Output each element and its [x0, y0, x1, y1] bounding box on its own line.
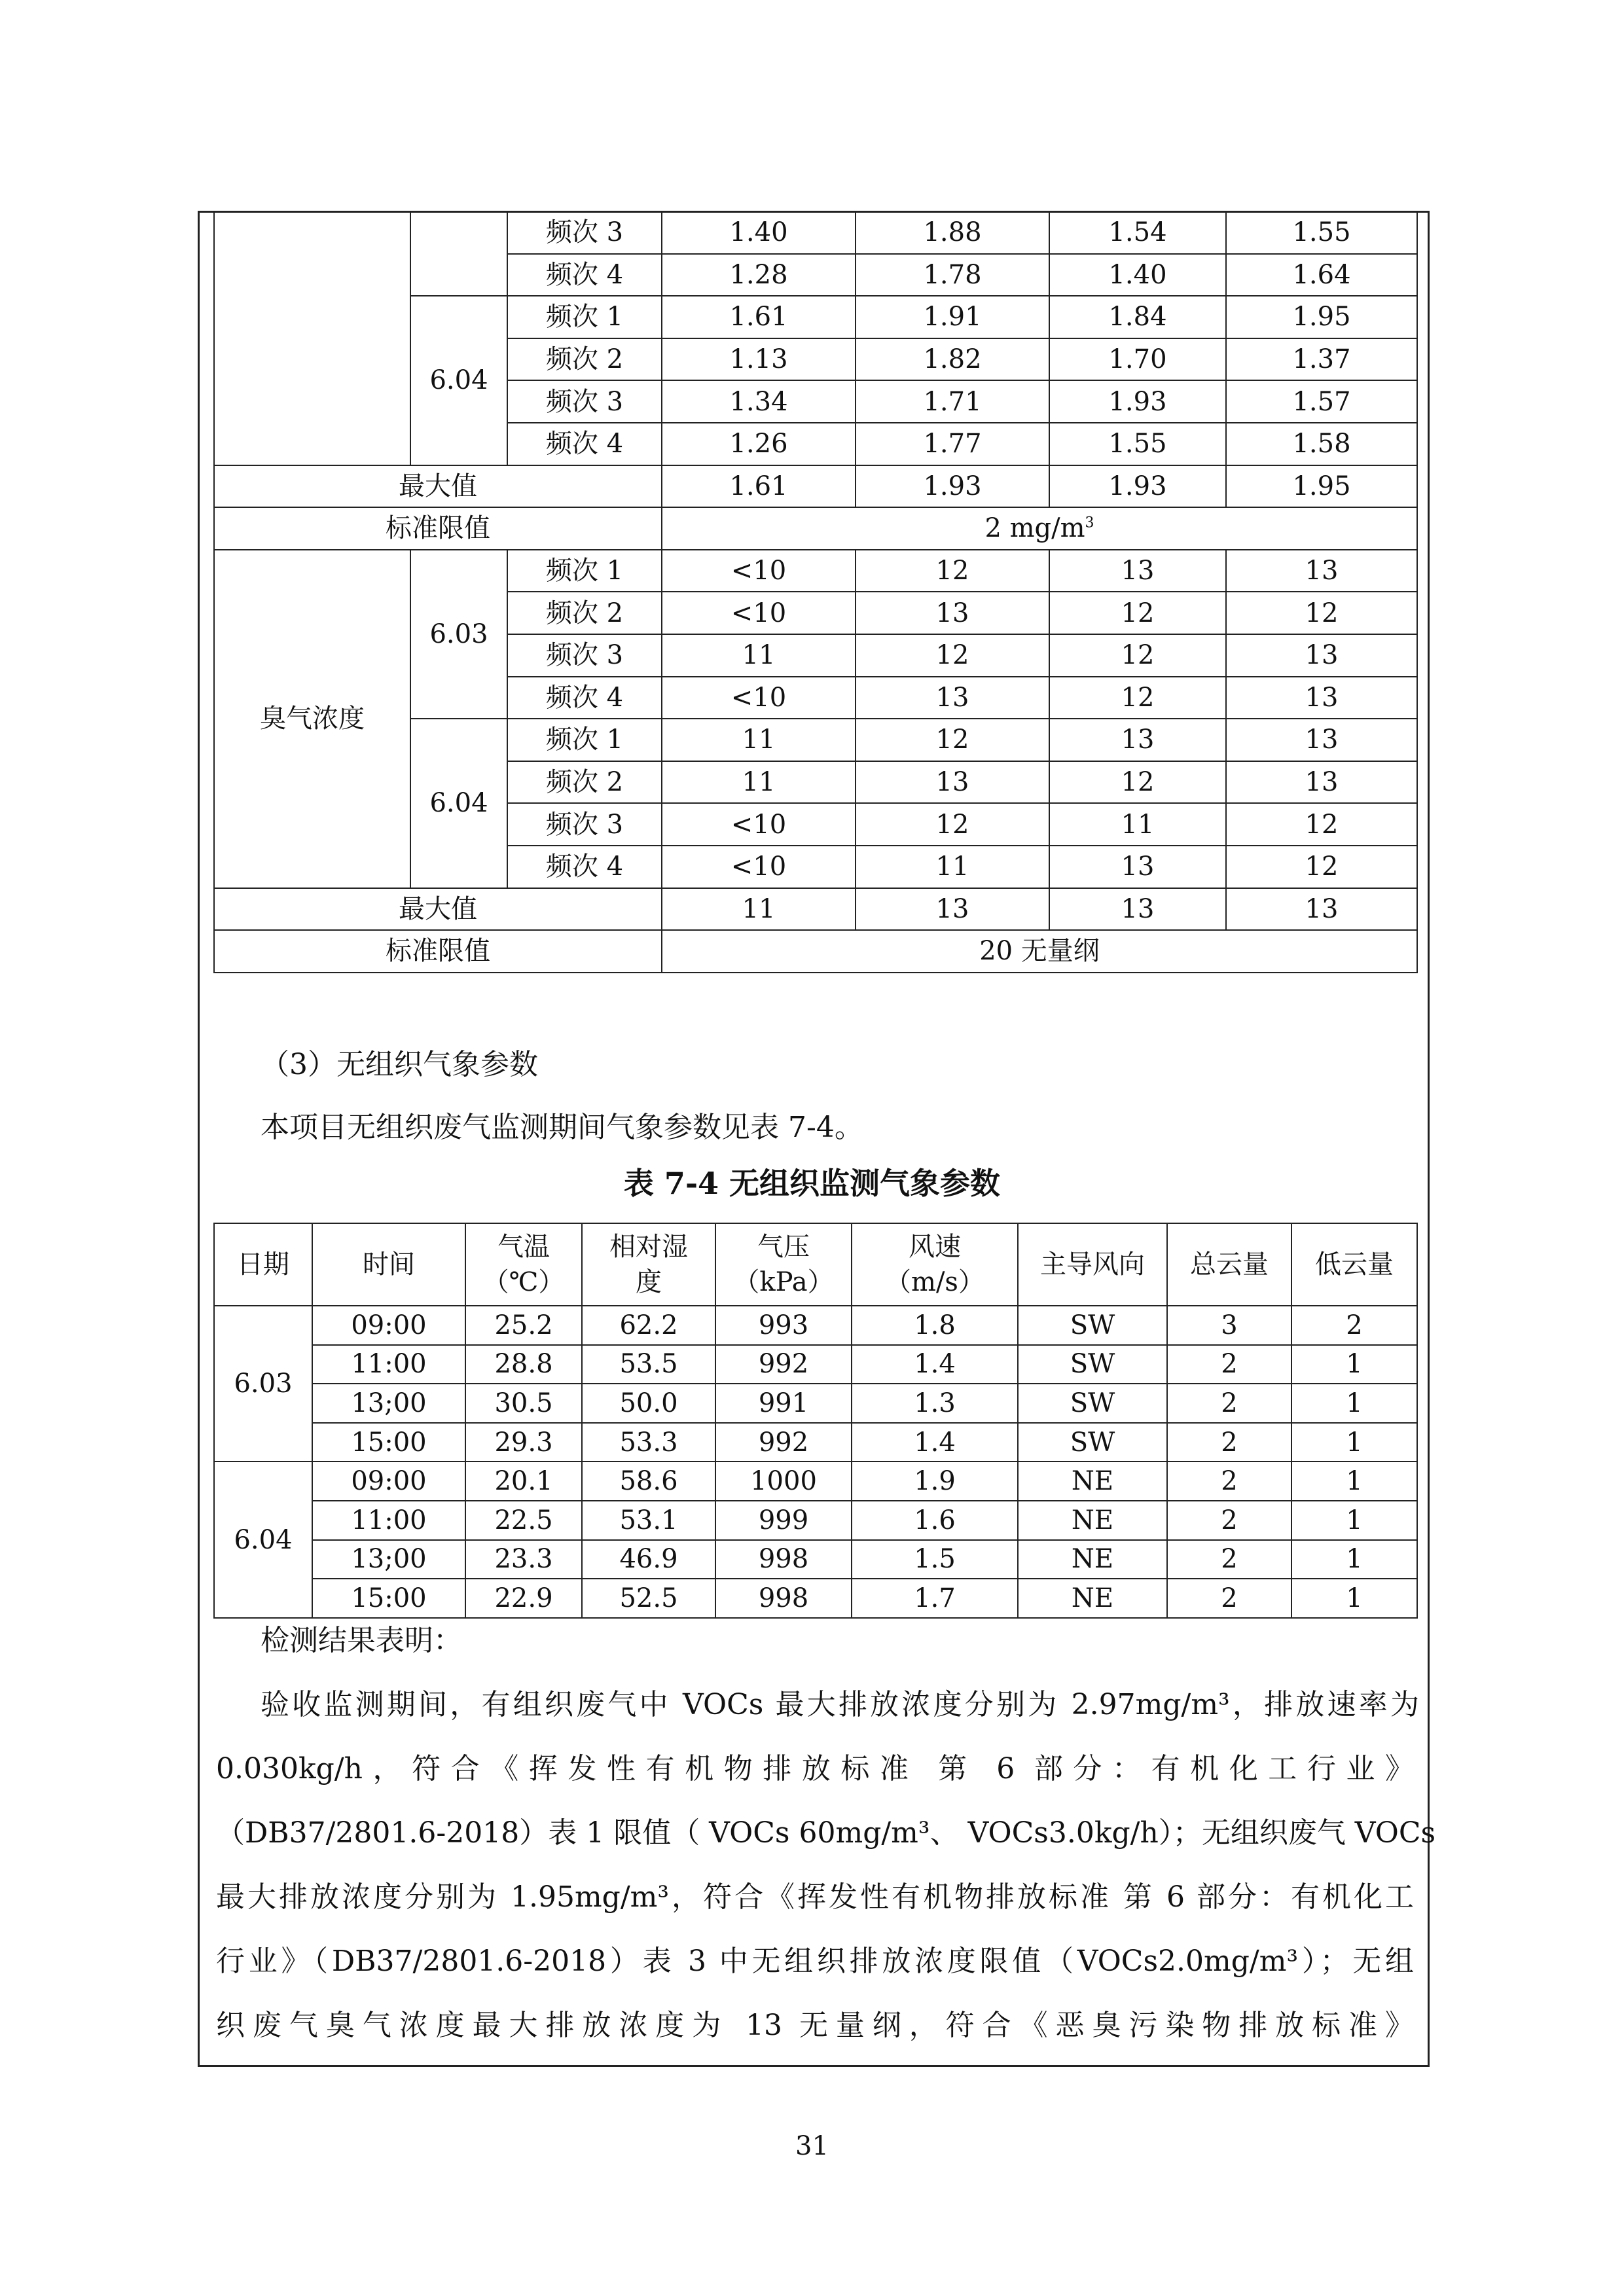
value-cell: 992 [715, 1345, 852, 1384]
frequency-cell: 频次 4 [507, 423, 662, 465]
value-cell: 12 [856, 634, 1049, 677]
table-row [214, 1462, 1417, 1501]
value-cell: 29.3 [465, 1423, 582, 1462]
value-cell: 13 [1226, 719, 1417, 761]
value-cell: NE [1018, 1501, 1167, 1540]
value-cell: 46.9 [582, 1540, 715, 1579]
conclusion-line-6: 织废气臭气浓度最大排放浓度为 13 无量纲，符合《恶臭污染物排放标准》 [216, 2009, 1414, 2042]
emission-results-table [213, 211, 1418, 973]
value-cell: 998 [715, 1540, 852, 1579]
value-cell: 1.13 [662, 338, 856, 381]
value-cell: 28.8 [465, 1345, 582, 1384]
value-cell: 1.95 [1226, 296, 1417, 338]
value-cell: 15:00 [312, 1579, 465, 1618]
value-cell: 53.1 [582, 1501, 715, 1540]
value-cell: 1 [1291, 1501, 1417, 1540]
value-cell: 1.9 [852, 1462, 1018, 1501]
value-cell: 1000 [715, 1462, 852, 1501]
value-cell: 13 [1226, 634, 1417, 677]
value-cell: 12 [1049, 592, 1226, 634]
value-cell: 22.9 [465, 1579, 582, 1618]
max-label: 最大值 [214, 465, 662, 508]
value-cell: 1.7 [852, 1579, 1018, 1618]
value-cell: 52.5 [582, 1579, 715, 1618]
pollutant-cell [214, 211, 410, 465]
max-value: 1.61 [662, 465, 856, 508]
value-cell: 1.78 [856, 254, 1049, 296]
value-cell: 2 [1291, 1306, 1417, 1345]
value-cell: 11 [856, 846, 1049, 888]
frequency-cell: 频次 2 [507, 761, 662, 804]
limit-label: 标准限值 [214, 930, 662, 973]
value-cell: 1.40 [1049, 254, 1226, 296]
value-cell: 1.77 [856, 423, 1049, 465]
value-cell: 12 [1049, 634, 1226, 677]
value-cell: 11:00 [312, 1345, 465, 1384]
value-cell: 1 [1291, 1345, 1417, 1384]
table-row [214, 550, 1417, 592]
value-cell: 50.0 [582, 1384, 715, 1423]
value-cell: 1.54 [1049, 211, 1226, 254]
value-cell: 999 [715, 1501, 852, 1540]
value-cell: 1.88 [856, 211, 1049, 254]
value-cell: 12 [856, 719, 1049, 761]
value-cell: <10 [662, 677, 856, 719]
value-cell: 15:00 [312, 1423, 465, 1462]
value-cell: 1.70 [1049, 338, 1226, 381]
header-cell: 气压 （kPa） [715, 1223, 852, 1306]
value-cell: 13 [856, 677, 1049, 719]
max-value: 13 [856, 888, 1049, 931]
value-cell: 2 [1167, 1579, 1291, 1618]
value-cell: 13 [1226, 761, 1417, 804]
table-row [214, 1345, 1417, 1384]
limit-value-text: 2 mg/m [984, 513, 1085, 544]
value-cell: NE [1018, 1540, 1167, 1579]
table-row [214, 1579, 1417, 1618]
value-cell: 1.4 [852, 1423, 1018, 1462]
value-cell: 1.28 [662, 254, 856, 296]
value-cell: 23.3 [465, 1540, 582, 1579]
frequency-cell: 频次 2 [507, 338, 662, 381]
value-cell: 2 [1167, 1345, 1291, 1384]
table-row [214, 1423, 1417, 1462]
value-cell: 62.2 [582, 1306, 715, 1345]
value-cell: 13 [856, 592, 1049, 634]
frequency-cell: 频次 1 [507, 296, 662, 338]
value-cell: 13 [856, 761, 1049, 804]
table-row [214, 1501, 1417, 1540]
value-cell: <10 [662, 550, 856, 592]
odor-label: 臭气浓度 [214, 550, 410, 888]
value-cell: 13 [1226, 550, 1417, 592]
value-cell: 11 [662, 761, 856, 804]
value-cell: 1.82 [856, 338, 1049, 381]
value-cell: 13 [1049, 846, 1226, 888]
page-number: 31 [795, 2131, 829, 2161]
value-cell: 12 [1226, 803, 1417, 846]
value-cell: 11 [1049, 803, 1226, 846]
date-cell: 6.04 [214, 1462, 312, 1617]
frequency-cell: 频次 1 [507, 719, 662, 761]
value-cell: 998 [715, 1579, 852, 1618]
value-cell: SW [1018, 1384, 1167, 1423]
max-value: 1.95 [1226, 465, 1417, 508]
value-cell: <10 [662, 592, 856, 634]
value-cell: 22.5 [465, 1501, 582, 1540]
frequency-cell: 频次 1 [507, 550, 662, 592]
date-cell: 6.04 [410, 719, 507, 888]
date-cell [410, 211, 507, 296]
value-cell: 1.57 [1226, 380, 1417, 423]
value-cell: 58.6 [582, 1462, 715, 1501]
value-cell: <10 [662, 803, 856, 846]
value-cell: 11 [662, 719, 856, 761]
limit-label: 标准限值 [214, 507, 662, 550]
value-cell: 1.5 [852, 1540, 1018, 1579]
value-cell: 1.55 [1226, 211, 1417, 254]
intro-paragraph: 本项目无组织废气监测期间气象参数见表 7-4。 [261, 1111, 863, 1144]
max-value: 13 [1226, 888, 1417, 931]
value-cell: SW [1018, 1306, 1167, 1345]
table-row [214, 1306, 1417, 1345]
conclusion-line-1: 验收监测期间，有组织废气中 VOCs 最大排放浓度分别为 2.97mg/m³，排放速率为 [261, 1688, 1419, 1721]
value-cell: 12 [1226, 592, 1417, 634]
frequency-cell: 频次 4 [507, 677, 662, 719]
header-cell: 主导风向 [1018, 1223, 1167, 1306]
value-cell: 992 [715, 1423, 852, 1462]
value-cell: 12 [1049, 761, 1226, 804]
conclusion-line-5: 行业》（DB37/2801.6-2018）表 3 中无组织排放浓度限值（VOCs2.0mg/m³）；无组 [216, 1945, 1414, 1978]
value-cell: SW [1018, 1423, 1167, 1462]
value-cell: 1.58 [1226, 423, 1417, 465]
value-cell: 1 [1291, 1462, 1417, 1501]
value-cell: 12 [1226, 846, 1417, 888]
value-cell: 2 [1167, 1462, 1291, 1501]
value-cell: 09:00 [312, 1462, 465, 1501]
value-cell: 1.71 [856, 380, 1049, 423]
section-heading: （3）无组织气象参数 [261, 1048, 538, 1081]
value-cell: 2 [1167, 1540, 1291, 1579]
limit-value: 20 无量纲 [662, 930, 1417, 973]
value-cell: 1.4 [852, 1345, 1018, 1384]
frequency-cell: 频次 4 [507, 846, 662, 888]
header-cell: 气温 （℃） [465, 1223, 582, 1306]
value-cell: SW [1018, 1345, 1167, 1384]
value-cell: 11:00 [312, 1501, 465, 1540]
table-row [214, 1540, 1417, 1579]
value-cell: 30.5 [465, 1384, 582, 1423]
header-cell: 风速 （m/s） [852, 1223, 1018, 1306]
meteorological-table [213, 1223, 1418, 1619]
value-cell: 1.55 [1049, 423, 1226, 465]
value-cell: 1.40 [662, 211, 856, 254]
value-cell: 53.5 [582, 1345, 715, 1384]
value-cell: 2 [1167, 1423, 1291, 1462]
date-cell: 6.03 [214, 1306, 312, 1462]
date-cell: 6.04 [410, 296, 507, 465]
value-cell: 1.64 [1226, 254, 1417, 296]
date-cell: 6.03 [410, 550, 507, 719]
header-cell: 相对湿 度 [582, 1223, 715, 1306]
table-caption: 表 7-4 无组织监测气象参数 [623, 1166, 1001, 1201]
value-cell: 1.8 [852, 1306, 1018, 1345]
value-cell: 993 [715, 1306, 852, 1345]
value-cell: 1.6 [852, 1501, 1018, 1540]
limit-value-sup: 3 [1085, 515, 1094, 532]
value-cell: NE [1018, 1462, 1167, 1501]
frequency-cell: 频次 3 [507, 634, 662, 677]
frequency-cell: 频次 3 [507, 211, 662, 254]
value-cell: 09:00 [312, 1306, 465, 1345]
value-cell: 13 [1049, 719, 1226, 761]
value-cell: 53.3 [582, 1423, 715, 1462]
value-cell: 13;00 [312, 1540, 465, 1579]
max-value: 13 [1049, 888, 1226, 931]
table-row [214, 1384, 1417, 1423]
header-cell: 日期 [214, 1223, 312, 1306]
value-cell: <10 [662, 846, 856, 888]
value-cell: 1.26 [662, 423, 856, 465]
value-cell: 1.3 [852, 1384, 1018, 1423]
frequency-cell: 频次 4 [507, 254, 662, 296]
limit-value [662, 507, 1417, 550]
value-cell: 13 [1226, 677, 1417, 719]
value-cell: 1.91 [856, 296, 1049, 338]
value-cell: 2 [1167, 1501, 1291, 1540]
frequency-cell: 频次 2 [507, 592, 662, 634]
value-cell: 2 [1167, 1384, 1291, 1423]
conclusion-heading: 检测结果表明： [261, 1624, 462, 1657]
frequency-cell: 频次 3 [507, 380, 662, 423]
header-cell: 低云量 [1291, 1223, 1417, 1306]
table-row [214, 211, 1417, 254]
max-value: 1.93 [1049, 465, 1226, 508]
conclusion-line-2: 0.030kg/h，符合《挥发性有机物排放标准 第 6 部分：有机化工行业》 [216, 1752, 1414, 1785]
value-cell: 1.84 [1049, 296, 1226, 338]
value-cell: 1 [1291, 1540, 1417, 1579]
value-cell: 1.37 [1226, 338, 1417, 381]
header-cell: 总云量 [1167, 1223, 1291, 1306]
value-cell: 20.1 [465, 1462, 582, 1501]
value-cell: 1 [1291, 1423, 1417, 1462]
conclusion-line-4: 最大排放浓度分别为 1.95mg/m³，符合《挥发性有机物排放标准 第 6 部分：有机化工 [216, 1880, 1414, 1914]
value-cell: 12 [856, 550, 1049, 592]
value-cell: 1.34 [662, 380, 856, 423]
max-value: 11 [662, 888, 856, 931]
value-cell: 991 [715, 1384, 852, 1423]
value-cell: 25.2 [465, 1306, 582, 1345]
value-cell: 11 [662, 634, 856, 677]
value-cell: 12 [856, 803, 1049, 846]
value-cell: 1.61 [662, 296, 856, 338]
value-cell: 3 [1167, 1306, 1291, 1345]
value-cell: 1 [1291, 1579, 1417, 1618]
frequency-cell: 频次 3 [507, 803, 662, 846]
value-cell: 13 [1049, 550, 1226, 592]
value-cell: 12 [1049, 677, 1226, 719]
value-cell: 13;00 [312, 1384, 465, 1423]
max-label: 最大值 [214, 888, 662, 931]
value-cell: 1 [1291, 1384, 1417, 1423]
value-cell: 1.93 [1049, 380, 1226, 423]
header-cell: 时间 [312, 1223, 465, 1306]
conclusion-line-3: （DB37/2801.6-2018）表 1 限值（ VOCs 60mg/m³、 VOCs3.0kg/h）；无组织废气 VOCs [216, 1816, 1436, 1850]
max-value: 1.93 [856, 465, 1049, 508]
value-cell: NE [1018, 1579, 1167, 1618]
